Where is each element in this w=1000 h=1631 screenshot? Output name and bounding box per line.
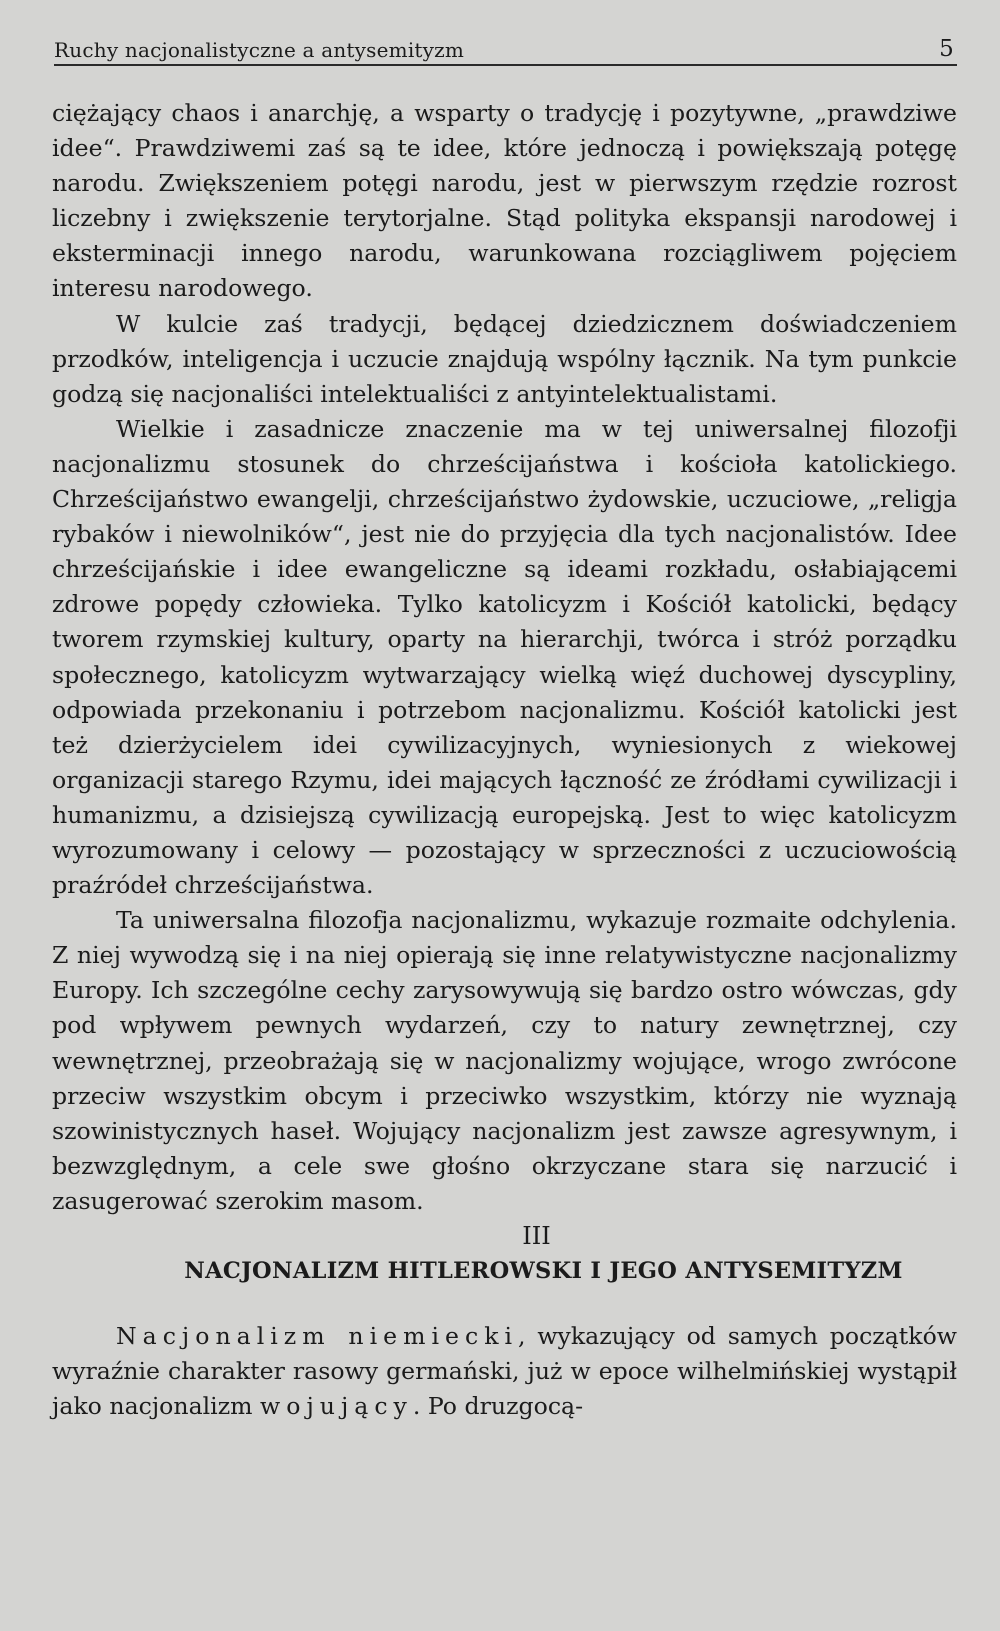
body-text xyxy=(52,96,957,1424)
header-rule xyxy=(54,64,957,66)
spaced-phrase: wojujący xyxy=(260,1392,413,1421)
paragraph: Wielkie i zasadnicze znaczenie ma w tej uniwersalnej filozofji nacjonalizmu stosunek do chrześcijaństwa i kościoła katolickiego. Chrześcijaństwo ewangelji, chrześcijaństwo żydowskie, uczuciowe, „religja rybaków i niewolników“, jest nie do przyjęcia dla tych nacjonalistów. Idee chrześcijańskie i idee ewangeliczne są ideami rozkładu, osłabiającemi zdrowe popędy człowieka. Tylko katolicyzm i Kościół katolicki, będący tworem rzymskiej kultury, oparty na hierarchji, twórca i stróż porządku społecznego, katolicyzm wytwarzający wielką więź duchowej dyscypliny, odpowiada przekonaniu i potrzebom nacjonalizmu. Kościół katolicki jest też dzierżycielem idei cywilizacyjnych, wyniesionych z wiekowej organizacji starego Rzymu, idei mających łączność ze źródłami cywilizacji i humanizmu, a dzisiejszą cywilizacją europejską. Jest to więc katolicyzm wyrozumowany i celowy — pozostający w sprzeczności z uczuciowością praźródeł chrześcijaństwa. xyxy=(52,414,957,900)
section-title: NACJONALIZM HITLEROWSKI I JEGO ANTYSEMITYZM xyxy=(184,1258,903,1284)
section-number: III xyxy=(522,1222,551,1250)
paragraph-text: . Po druzgocą- xyxy=(412,1392,584,1421)
paragraph-text: , wykazujący od samych początków wyraźnie charakter rasowy germański, już w epoce wilhelmińskiej wystąpił jako nacjonalizm xyxy=(52,1322,957,1421)
paragraph: W kulcie zaś tradycji, będącej dziedzicznem doświadczeniem przodków, inteligencja i uczucie znajdują wspólny łącznik. Na tym punkcie godzą się nacjonaliści intelektualiści z antyintelektualistami. xyxy=(52,309,957,408)
paragraph xyxy=(52,1319,957,1424)
paragraph: Ta uniwersalna filozofja nacjonalizmu, wykazuje rozmaite odchylenia. Z niej wywodzą się i na niej opierają się inne relatywistyczne nacjonalizmy Europy. Ich szczególne cechy zarysowywują się bardzo ostro wówczas, gdy pod wpływem pewnych wydarzeń, czy to natury zewnętrznej, czy wewnętrznej, przeobrażają się w nacjonalizmy wojujące, wrogo zwrócone przeciw wszystkim obcym i przeciwko wszystkim, którzy nie wyznają szowinistycznych haseł. Wojujący nacjonalizm jest zawsze agresywnym, i bezwzględnym, a cele swe głośno okrzyczane stara się narzucić i zasugerować szerokim masom. xyxy=(52,906,957,1215)
paragraph: ciężający chaos i anarchję, a wsparty o tradycję i pozytywne, „prawdziwe idee“. Prawdziwemi zaś są te idee, które jednoczą i powiększają potęgę narodu. Zwiększeniem potęgi narodu, jest w pierwszym rzędzie rozrost liczebny i zwiększenie terytorjalne. Stąd polityka ekspansji narodowej i eksterminacji innego narodu, warunkowana rozciągliwem pojęciem interesu narodowego. xyxy=(52,99,957,303)
running-head xyxy=(54,26,956,62)
running-title: Ruchy nacjonalistyczne a antysemityzm xyxy=(54,38,465,62)
page-number: 5 xyxy=(939,36,954,62)
spaced-phrase: Nacjonalizm niemiecki xyxy=(116,1322,519,1350)
